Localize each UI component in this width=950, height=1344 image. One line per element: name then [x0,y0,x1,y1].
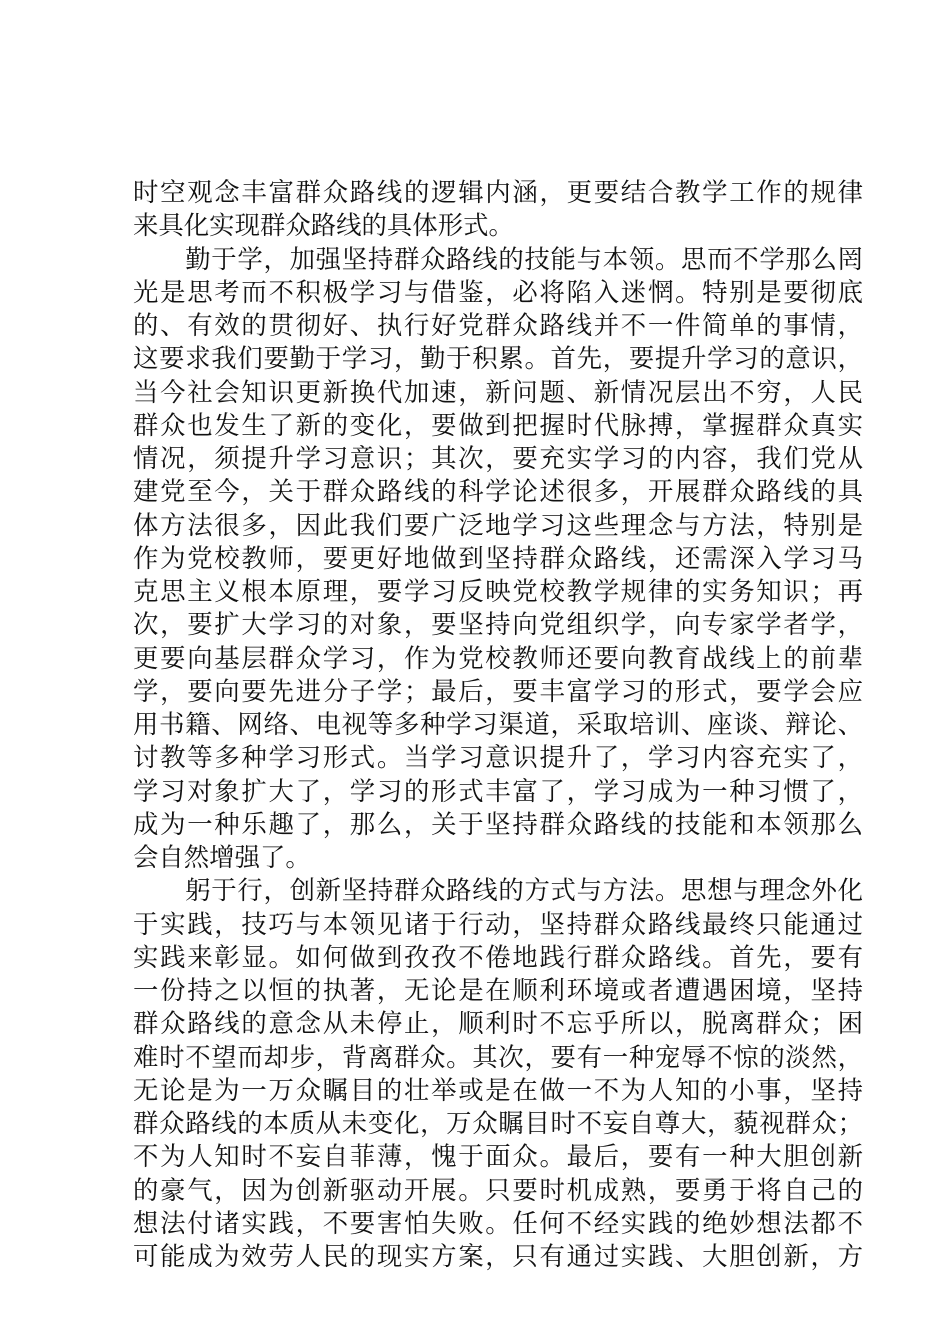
text-line: 来具化实现群众路线的具体形式。 [133,210,514,241]
text-line: 难时不望而却步，背离群众。其次，要有一种宠辱不惊的淡然， [133,1041,863,1072]
paragraph-first-line: 勤于学，加强坚持群众路线的技能与本领。思而不学那么罔 [133,243,863,274]
text-line: 作为党校教师，要更好地做到坚持群众路线，还需深入学习马 [133,542,863,573]
text-line: 学，要向要先进分子学；最后，要丰富学习的形式，要学会应 [133,675,863,706]
text-line: 当今社会知识更新换代加速，新问题、新情况层出不穷，人民 [133,376,863,407]
text-line: 时空观念丰富群众路线的逻辑内涵，更要结合教学工作的规律 [133,177,863,207]
document-body [133,176,863,1273]
text-line: 想法付诸实践，不要害怕失败。任何不经实践的绝妙想法都不 [133,1207,863,1238]
text-line: 会自然增强了。 [133,842,311,872]
text-line: 建党至今，关于群众路线的科学论述很多，开展群众路线的具 [133,476,863,507]
text-line: 情况，须提升学习意识；其次，要充实学习的内容，我们党从 [133,443,863,473]
text-line: 用书籍、网络、电视等多种学习渠道，采取培训、座谈、辩论、 [133,709,863,739]
text-line: 光是思考而不积极学习与借鉴，必将陷入迷惘。特别是要彻底 [133,276,863,307]
text-line: 实践来彰显。如何做到孜孜不倦地践行群众路线。首先，要有 [133,941,863,972]
text-line: 群众路线的意念从未停止，顺利时不忘乎所以，脱离群众；困 [133,1008,863,1039]
text-line: 学习对象扩大了，学习的形式丰富了，学习成为一种习惯了， [133,775,863,806]
text-line: 讨教等多种学习形式。当学习意识提升了，学习内容充实了， [133,742,863,773]
paragraph-first-line: 躬于行，创新坚持群众路线的方式与方法。思想与理念外化 [133,875,863,906]
text-line: 可能成为效劳人民的现实方案，只有通过实践、大胆创新，方 [133,1241,863,1271]
text-line: 成为一种乐趣了，那么，关于坚持群众路线的技能和本领那么 [133,808,863,839]
text-line: 的、有效的贯彻好、执行好党群众路线并不一件简单的事情， [133,310,863,340]
text-line: 次，要扩大学习的对象，要坚持向党组织学，向专家学者学， [133,609,863,640]
text-line: 这要求我们要勤于学习，勤于积累。首先，要提升学习的意识， [133,343,863,374]
text-line: 无论是为一万众瞩目的壮举或是在做一不为人知的小事，坚持 [133,1074,863,1105]
text-line: 群众也发生了新的变化，要做到把握时代脉搏，掌握群众真实 [133,409,863,440]
text-line: 一份持之以恒的执著，无论是在顺利环境或者遭遇困境，坚持 [133,975,863,1005]
text-line: 群众路线的本质从未变化，万众瞩目时不妄自尊大，藐视群众； [133,1108,863,1138]
text-line: 克思主义根本原理，要学习反映党校教学规律的实务知识；再 [133,576,863,606]
text-line: 的豪气，因为创新驱动开展。只要时机成熟，要勇于将自己的 [133,1174,863,1205]
text-line: 于实践，技巧与本领见诸于行动，坚持群众路线最终只能通过 [133,908,863,939]
text-line: 更要向基层群众学习，作为党校教师还要向教育战线上的前辈 [133,642,863,673]
text-line: 体方法很多，因此我们要广泛地学习这些理念与方法，特别是 [133,509,863,540]
text-line: 不为人知时不妄自菲薄，愧于面众。最后，要有一种大胆创新 [133,1141,863,1172]
